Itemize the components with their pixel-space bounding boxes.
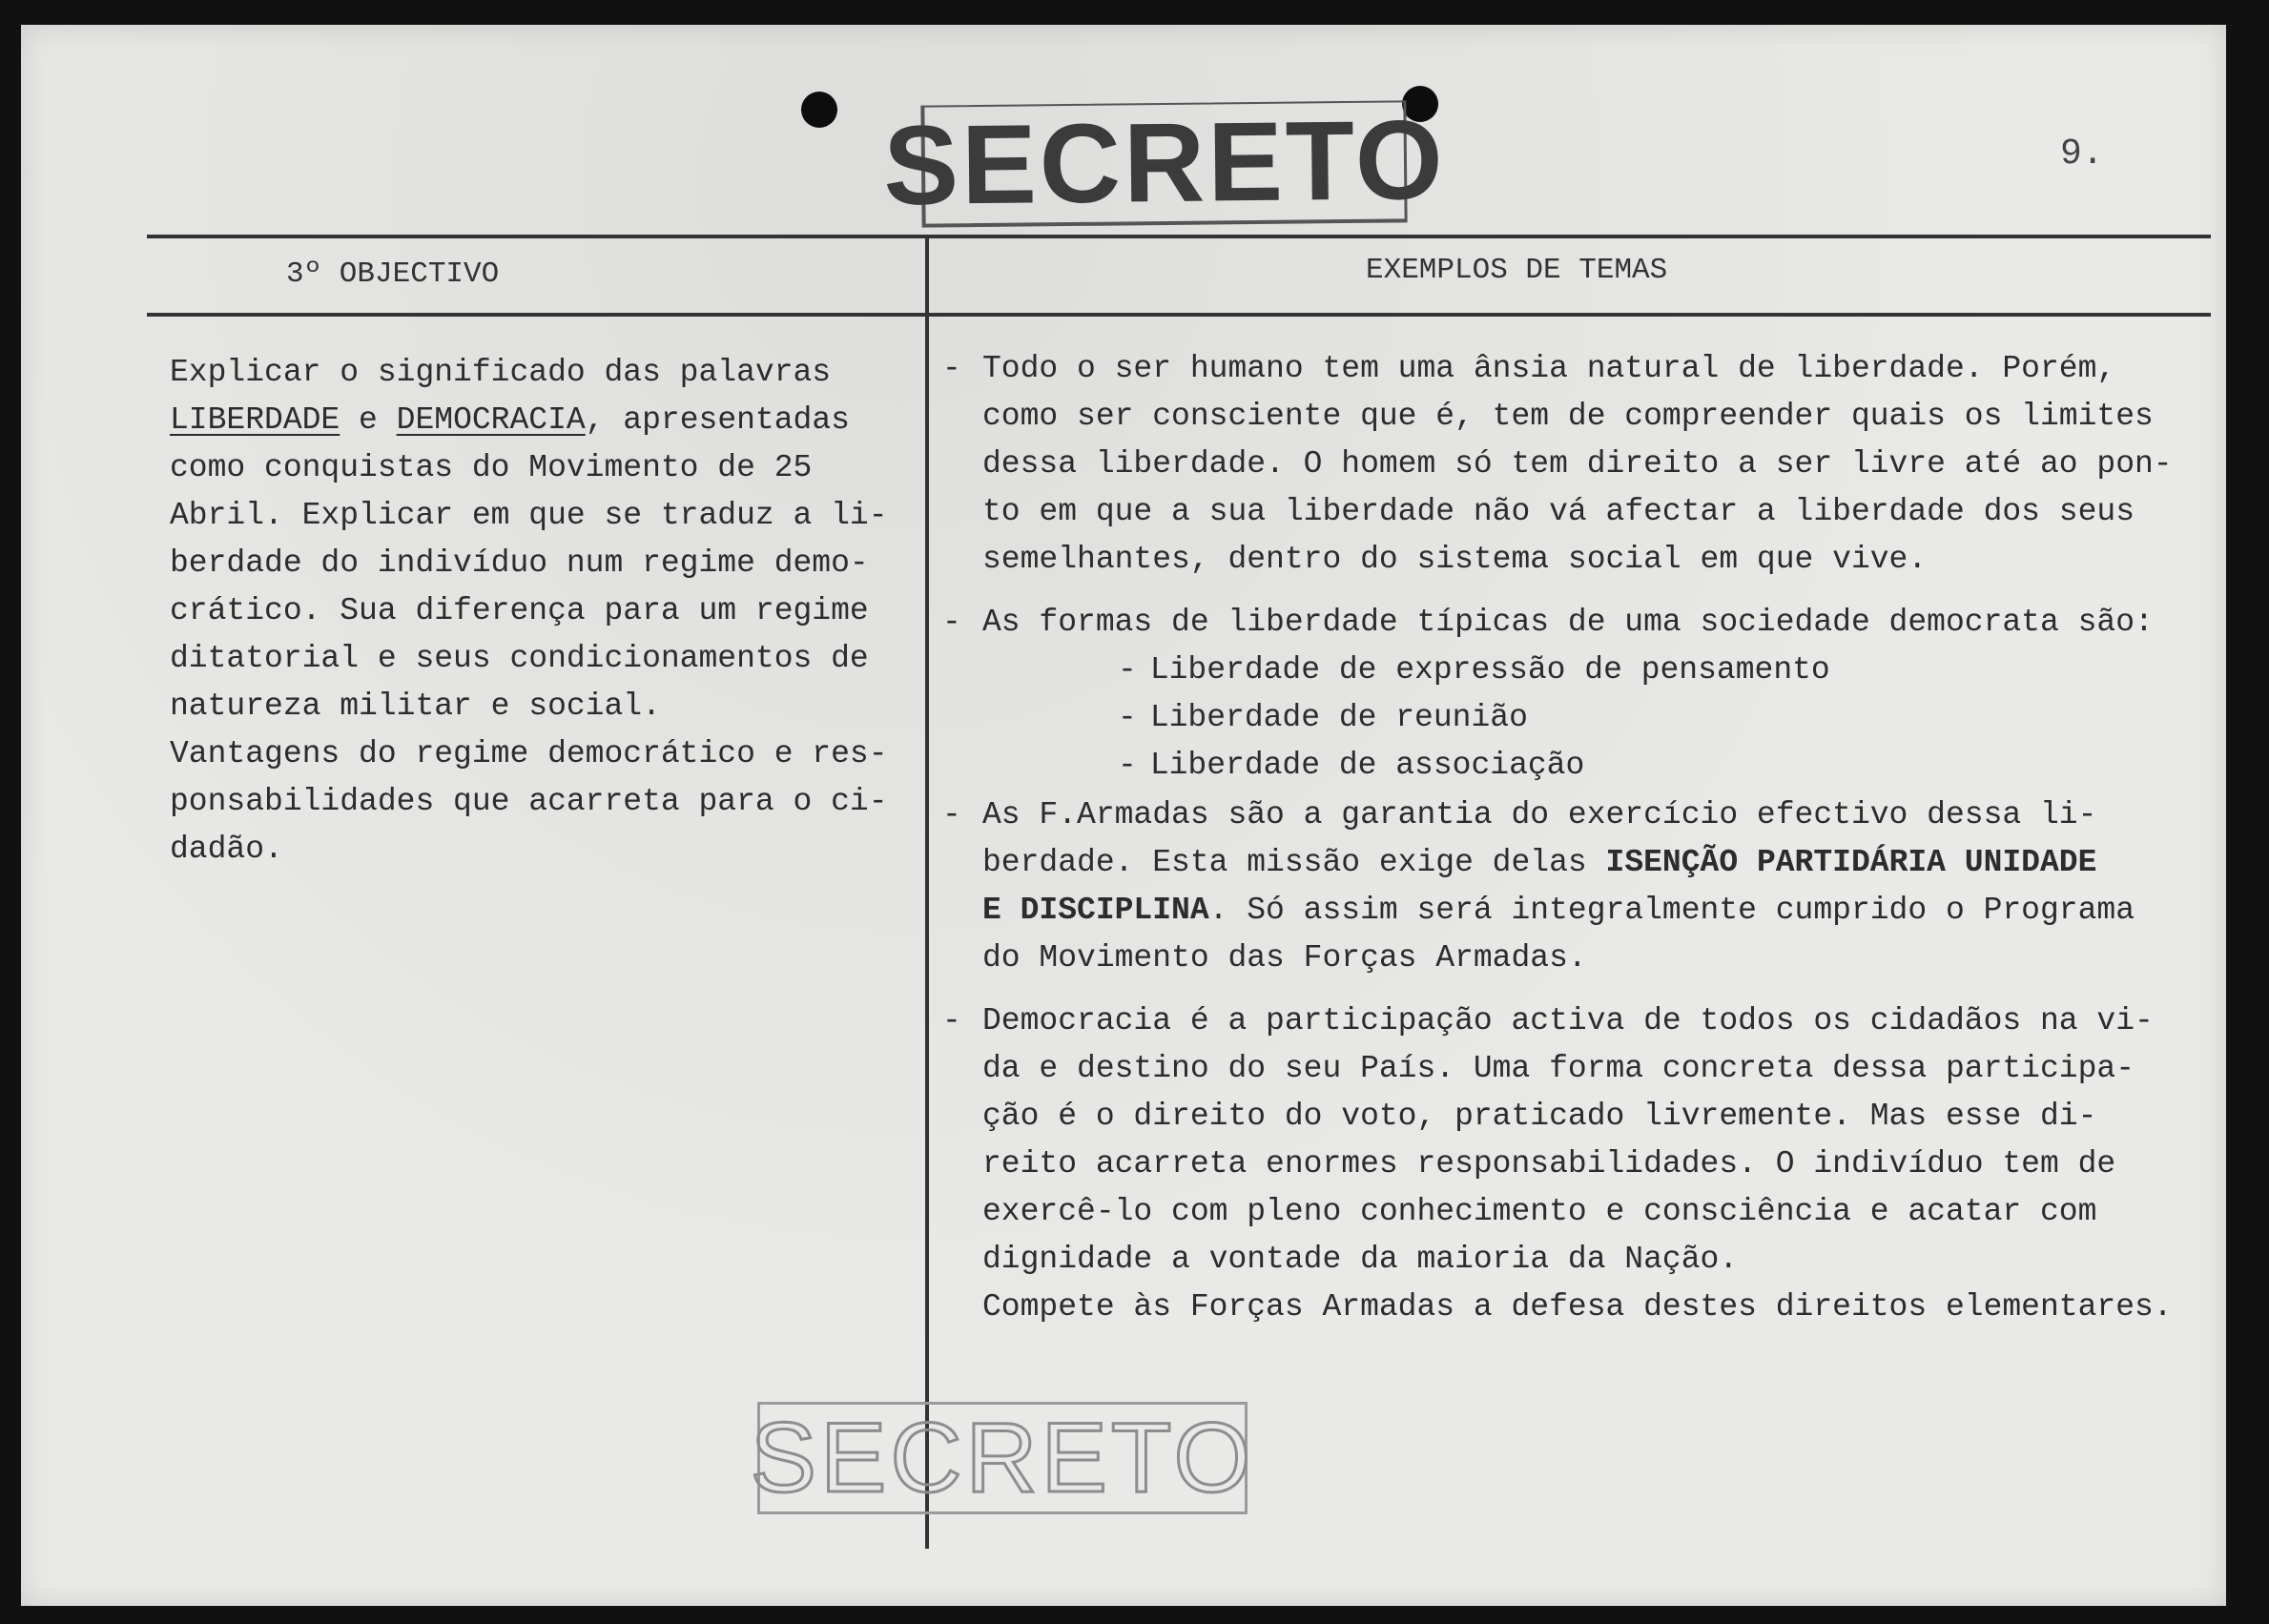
objective-line: ponsabilidades que acarreta para o ci- xyxy=(170,784,888,819)
freedom-forms-list xyxy=(942,647,2211,790)
objective-line: LIBERDADE e DEMOCRACIA, apresentadas xyxy=(170,402,850,438)
bullet-dash: - xyxy=(942,1003,961,1038)
objective-line: crático. Sua diferença para um regime xyxy=(170,593,869,628)
column-divider xyxy=(925,236,929,1549)
objective-line: berdade do indivíduo num regime demo- xyxy=(170,545,869,581)
objective-line: ditatorial e seus condicionamentos de xyxy=(170,641,869,676)
freedom-form-item: - Liberdade de expressão de pensamento xyxy=(1118,652,1830,688)
table-top-rule xyxy=(147,235,2211,238)
keyword-liberdade: LIBERDADE xyxy=(170,402,340,438)
emphasis-disciplina: E DISCIPLINA xyxy=(982,893,1209,928)
theme-paragraph-4: - Democracia é a participação activa de todos os cidadãos na vi- da e destino do seu País. Uma forma concreta dessa participa- ção é o direito do voto, praticado livremente. Mas esse di- reito acarreta enormes responsabilidades. O indivíduo tem de exercê-lo com pleno conhecimento e consciência e acatar com dignidade a vontade da maioria da Nação. xyxy=(942,997,2211,1284)
objective-line: Explicar o significado das palavras xyxy=(170,355,832,390)
bullet-dash: - xyxy=(942,797,961,833)
objective-line: Vantagens do regime democrático e res- xyxy=(170,736,888,771)
secreto-stamp-top: SECRETO xyxy=(882,96,1447,230)
keyword-democracia: DEMOCRACIA xyxy=(396,402,586,438)
punch-hole-left xyxy=(801,92,837,128)
bullet-dash: - xyxy=(942,605,961,640)
objective-line: Abril. Explicar em que se traduz a li- xyxy=(170,498,888,533)
secreto-stamp-bottom: SECRETO xyxy=(750,1402,1255,1513)
left-column-header: 3º OBJECTIVO xyxy=(286,257,500,291)
objective-line: dadão. xyxy=(170,832,283,867)
freedom-form-item: - Liberdade de reunião xyxy=(1118,700,1528,735)
objective-line: natureza militar e social. xyxy=(170,689,661,724)
objective-line: como conquistas do Movimento de 25 xyxy=(170,450,813,485)
objective-text xyxy=(170,349,914,874)
theme-paragraph-1: - Todo o ser humano tem uma ânsia natural de liberdade. Porém, como ser consciente que é, tem de compreender quais os limites dessa liberdade. O homem só tem direito a ser livre até ao pon- to em que a sua liberdade não vá afectar a liberdade dos seus semelhantes, dentro do sistema social em que vive. xyxy=(942,345,2211,584)
emphasis-isencao: ISENÇÃO PARTIDÁRIA UNIDADE xyxy=(1605,845,2097,880)
page-number: 9. xyxy=(2060,134,2104,175)
theme-paragraph-3: - As F.Armadas são a garantia do exercício efectivo dessa li- berdade. Esta missão exige delas ISENÇÃO PARTIDÁRIA UNIDADE E DISCIPLINA. Só assim será integralmente cumprido o Programa do Movimento das Forças Armadas. xyxy=(942,791,2211,982)
theme-examples xyxy=(942,345,2211,1331)
closing-statement: Compete às Forças Armadas a defesa destes direitos elementares. xyxy=(982,1289,2173,1325)
theme-paragraph-2: - As formas de liberdade típicas de uma sociedade democrata são: xyxy=(942,599,2211,647)
right-column-header: EXEMPLOS DE TEMAS xyxy=(1366,254,1668,287)
bullet-dash: - xyxy=(942,351,961,386)
table-header-rule xyxy=(147,313,2211,317)
freedom-form-item: - Liberdade de associação xyxy=(1118,748,1585,783)
